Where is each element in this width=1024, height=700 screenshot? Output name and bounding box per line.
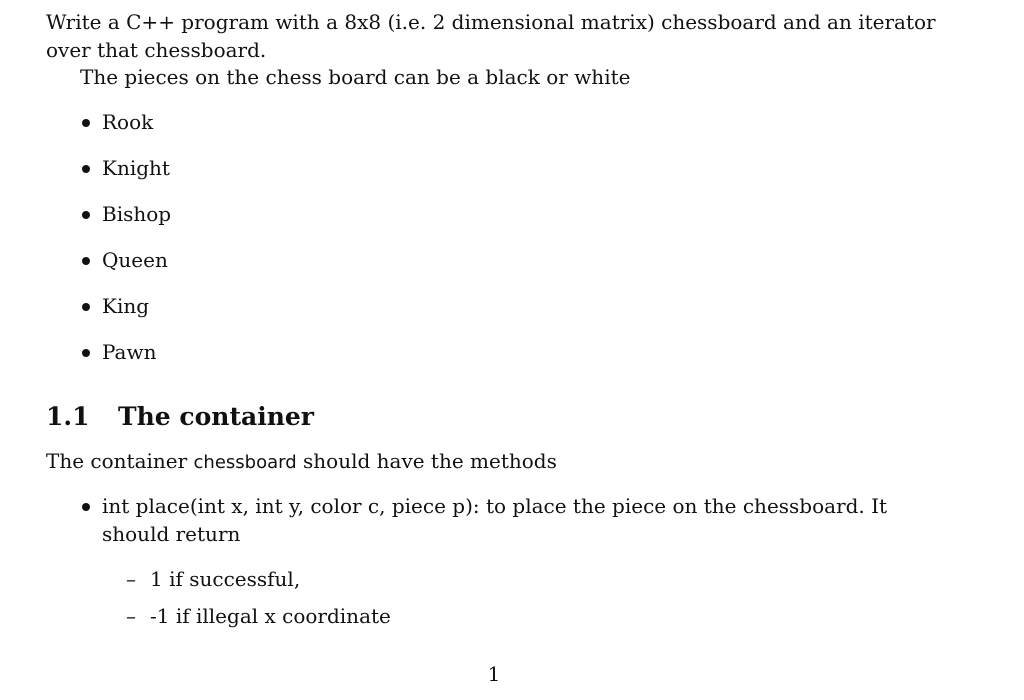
methods-list xyxy=(80,492,960,548)
bullet-icon xyxy=(82,303,90,311)
pieces-intro-paragraph: The pieces on the chess board can be a black or white xyxy=(80,65,631,89)
bullet-icon xyxy=(82,503,90,511)
bullet-icon xyxy=(82,211,90,219)
return-values-list xyxy=(126,565,391,639)
dash-icon: – xyxy=(126,604,136,628)
list-item xyxy=(80,200,171,246)
list-item xyxy=(80,108,171,154)
piece-label-bishop: Bishop xyxy=(102,202,172,226)
bullet-icon xyxy=(82,119,90,127)
bullet-icon xyxy=(82,165,90,173)
bullet-icon xyxy=(82,349,90,357)
list-item xyxy=(80,492,960,548)
container-text-after: should have the methods xyxy=(296,449,557,473)
section-number: 1.1 xyxy=(46,402,90,431)
list-item xyxy=(80,338,171,384)
page-number: 1 xyxy=(487,662,501,686)
section-title: The container xyxy=(118,402,314,431)
container-class-name: chessboard xyxy=(193,452,297,473)
pieces-list xyxy=(80,108,171,384)
list-item xyxy=(80,154,171,200)
container-paragraph xyxy=(46,447,557,477)
piece-label-knight: Knight xyxy=(102,156,170,180)
piece-label-queen: Queen xyxy=(102,248,168,272)
method-description: int place(int x, int y, color c, piece p): to place the piece on the chessboard. It should return xyxy=(102,494,888,546)
container-text-before: The container xyxy=(46,449,194,473)
bullet-icon xyxy=(82,257,90,265)
list-item xyxy=(126,565,391,602)
return-value-success: 1 if successful, xyxy=(150,567,301,591)
list-item xyxy=(126,602,391,639)
piece-label-rook: Rook xyxy=(102,110,154,134)
return-value-illegal-x: -1 if illegal x coordinate xyxy=(150,604,391,628)
section-heading xyxy=(46,400,314,434)
list-item xyxy=(80,292,171,338)
list-item xyxy=(80,246,171,292)
dash-icon: – xyxy=(126,567,136,591)
intro-paragraph: Write a C++ program with a 8x8 (i.e. 2 dimensional matrix) chessboard and an iterator over that chessboard. xyxy=(46,10,936,62)
piece-label-pawn: Pawn xyxy=(102,340,157,364)
piece-label-king: King xyxy=(102,294,150,318)
